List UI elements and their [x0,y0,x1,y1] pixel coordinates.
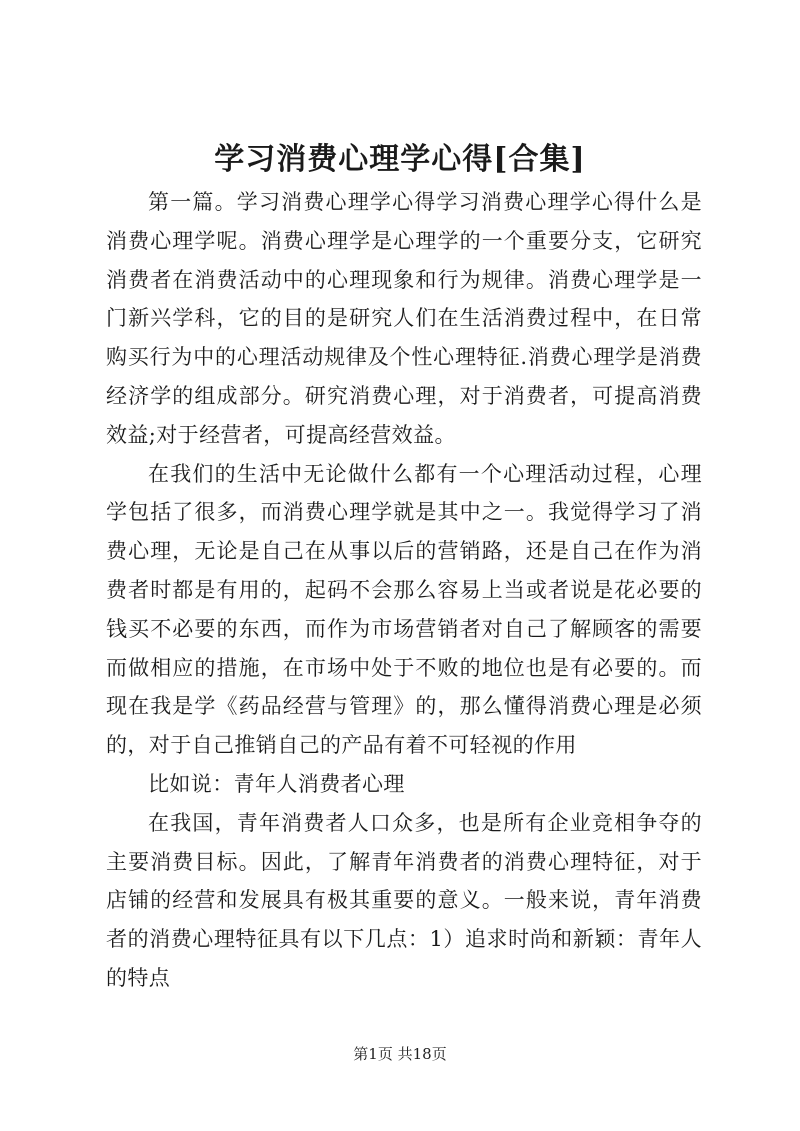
document-body [106,183,702,998]
paragraph-3: 比如说：青年人消费者心理 [148,771,405,796]
paragraph-4: 在我国，青年消费者人口众多，也是所有企业竞相争夺的主要消费目标。因此，了解青年消费者的消费心理特征，对于店铺的经营和发展具有极其重要的意义。一般来说，青年消费者的消费心理特征具有以下几点：1）追求时尚和新颖：青年人的特点 [106,810,702,990]
paragraph-2: 在我们的生活中无论做什么都有一个心理活动过程，心理学包括了很多，而消费心理学就是其中之一。我觉得学习了消费心理，无论是自己在从事以后的营销路，还是自己在作为消费者时都是有用的，起码不会那么容易上当或者说是花必要的钱买不必要的东西，而作为市场营销者对自己了解顾客的需要而做相应的措施，在市场中处于不败的地位也是有必要的。而现在我是学《药品经营与管理》的，那么懂得消费心理是必须的，对于自己推销自己的产品有着不可轻视的作用 [106,461,702,758]
paragraph-1: 第一篇。学习消费心理学心得学习消费心理学心得什么是消费心理学呢。消费心理学是心理学的一个重要分支，它研究消费者在消费活动中的心理现象和行为规律。消费心理学是一门新兴学科，它的目的是研究人们在生活消费过程中，在日常购买行为中的心理活动规律及个性心理特征.消费心理学是消费经济学的组成部分。研究消费心理，对于消费者，可提高消费效益;对于经营者，可提高经营效益。 [106,190,702,447]
document-title: 学习消费心理学心得[合集] [214,142,586,177]
page-number-footer: 第1页 共18页 [353,1045,447,1063]
